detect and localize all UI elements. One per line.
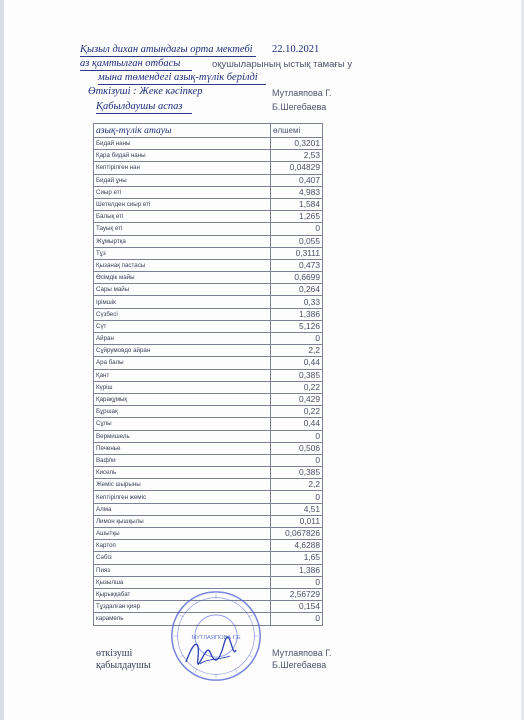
table-row — [94, 162, 323, 174]
product-name-cell: Вермишель — [94, 430, 271, 442]
table-row — [94, 430, 323, 442]
table-row — [94, 247, 323, 259]
product-amount-cell: 0,264 — [271, 284, 323, 296]
product-amount-cell: 1,65 — [271, 552, 323, 564]
product-amount-cell: 0 — [271, 613, 323, 625]
product-name-cell: Кептірілген жеміс — [94, 491, 271, 503]
product-amount-cell: 0,407 — [271, 174, 323, 186]
product-amount-cell: 0,473 — [271, 259, 323, 271]
product-amount-cell: 0,3111 — [271, 247, 323, 259]
table-row — [94, 467, 323, 479]
product-name-cell: Ашытқы — [94, 528, 271, 540]
table-row — [94, 320, 323, 332]
product-amount-cell: 1,584 — [271, 198, 323, 210]
sender-name: Мутлаяпова Г. — [272, 88, 332, 98]
product-name-cell: Айран — [94, 333, 271, 345]
product-amount-cell: 0,44 — [271, 418, 323, 430]
table-row — [94, 174, 323, 186]
header-line-3: мына төмендегі азық-түлік берілді — [98, 72, 258, 83]
product-amount-cell: 0 — [271, 576, 323, 588]
footer-receiver-name: Б.Шегебаева — [272, 660, 327, 670]
table-row — [94, 454, 323, 466]
product-name-cell: Картоп — [94, 540, 271, 552]
table-row — [94, 442, 323, 454]
header-line-2-right: оқушыларының ыстық тамағы у — [212, 59, 353, 70]
product-name-cell: Кептірілген нан — [94, 162, 271, 174]
header-underline-1 — [80, 56, 256, 57]
receiver-name: Б.Шегебаева — [272, 102, 327, 112]
table-row — [94, 515, 323, 527]
product-name-cell: Кисель — [94, 467, 271, 479]
product-amount-cell: 1,386 — [271, 308, 323, 320]
product-amount-cell: 0 — [271, 223, 323, 235]
footer-receiver-label: қабылдаушы — [96, 660, 151, 671]
column-header-name: азық-түлік атауы — [94, 124, 271, 138]
table-row — [94, 333, 323, 345]
product-name-cell: Лимон қышқылы — [94, 515, 271, 527]
table-row — [94, 272, 323, 284]
table-row — [94, 406, 323, 418]
product-amount-cell: 1,386 — [271, 564, 323, 576]
table-row — [94, 491, 323, 503]
product-amount-cell: 5,126 — [271, 320, 323, 332]
table-row — [94, 552, 323, 564]
product-amount-cell: 0,3201 — [271, 138, 323, 150]
product-name-cell: Пияз — [94, 564, 271, 576]
table-row — [94, 540, 323, 552]
product-name-cell: Вафли — [94, 454, 271, 466]
product-name-cell: Тауық еті — [94, 223, 271, 235]
table-row — [94, 369, 323, 381]
table-row — [94, 235, 323, 247]
product-amount-cell: 1,265 — [271, 211, 323, 223]
product-amount-cell: 2,2 — [271, 345, 323, 357]
product-amount-cell: 0,385 — [271, 467, 323, 479]
product-name-cell: Қара бидай наны — [94, 150, 271, 162]
product-name-cell: Қызанақ пастасы — [94, 259, 271, 271]
product-name-cell: Тұз — [94, 247, 271, 259]
svg-text:МУТЛАЯПОВА Г.Е: МУТЛАЯПОВА Г.Е — [191, 634, 241, 641]
table-row — [94, 479, 323, 491]
table-row — [94, 393, 323, 405]
table-row — [94, 308, 323, 320]
header-underline-3 — [98, 84, 266, 85]
table-row — [94, 284, 323, 296]
product-name-cell: Күріш — [94, 381, 271, 393]
product-name-cell: Шетелден сиыр еті — [94, 198, 271, 210]
table-row — [94, 357, 323, 369]
document-date: 22.10.2021 — [272, 44, 320, 55]
product-amount-cell: 0 — [271, 454, 323, 466]
product-amount-cell: 0,429 — [271, 393, 323, 405]
product-amount-cell: 4,51 — [271, 503, 323, 515]
table-row — [94, 138, 323, 150]
table-row — [94, 150, 323, 162]
product-name-cell: Бұршақ — [94, 406, 271, 418]
product-name-cell: Печенье — [94, 442, 271, 454]
product-amount-cell: 0 — [271, 430, 323, 442]
table-row — [94, 564, 323, 576]
footer-sender-name: Мутлаяпова Г. — [272, 648, 332, 658]
product-name-cell: Балық еті — [94, 211, 271, 223]
product-name-cell: Тұздалған қияр — [94, 601, 271, 613]
product-amount-cell: 0,04829 — [271, 162, 323, 174]
sender-label: Өткізуші : Жеке кәсіпкер — [88, 86, 203, 97]
product-amount-cell: 2,56729 — [271, 588, 323, 600]
product-amount-cell: 0,33 — [271, 296, 323, 308]
product-amount-cell: 4,6288 — [271, 540, 323, 552]
product-name-cell: Сүт — [94, 320, 271, 332]
table-row — [94, 296, 323, 308]
product-amount-cell: 0,067826 — [271, 528, 323, 540]
footer-sender-label: өткізуші — [96, 648, 133, 659]
table-row — [94, 503, 323, 515]
product-amount-cell: 0,44 — [271, 357, 323, 369]
table-row — [94, 223, 323, 235]
scan-edge-left — [0, 0, 4, 720]
product-amount-cell: 0,506 — [271, 442, 323, 454]
product-amount-cell: 0,385 — [271, 369, 323, 381]
product-name-cell: Сәбіз — [94, 552, 271, 564]
product-amount-cell: 0,055 — [271, 235, 323, 247]
food-table — [93, 123, 323, 626]
product-name-cell: Қант — [94, 369, 271, 381]
table-row — [94, 576, 323, 588]
product-name-cell: Сүзбесі — [94, 308, 271, 320]
column-header-amount: өлшемі — [271, 124, 323, 138]
table-header-row — [94, 124, 323, 138]
table-row — [94, 528, 323, 540]
product-amount-cell: 0,154 — [271, 601, 323, 613]
table-row — [94, 186, 323, 198]
product-amount-cell: 0 — [271, 333, 323, 345]
table-row — [94, 381, 323, 393]
receiver-underline — [96, 113, 192, 114]
product-amount-cell: 2,53 — [271, 150, 323, 162]
product-amount-cell: 0,6699 — [271, 272, 323, 284]
school-name: Қызыл дихан атындағы орта мектебі — [80, 44, 253, 55]
product-name-cell: Қарақұмық — [94, 393, 271, 405]
product-name-cell: Жұмыртқа — [94, 235, 271, 247]
product-name-cell: Қырыққабат — [94, 588, 271, 600]
table-row — [94, 345, 323, 357]
product-name-cell: Сұйрумовдо айран — [94, 345, 271, 357]
product-amount-cell: 0 — [271, 491, 323, 503]
receiver-label: Қабылдаушы аспаз — [96, 101, 183, 112]
product-amount-cell: 2,2 — [271, 479, 323, 491]
product-name-cell: Ірімшік — [94, 296, 271, 308]
product-name-cell: Сұлы — [94, 418, 271, 430]
product-name-cell: карамель — [94, 613, 271, 625]
product-name-cell: Бидай наны — [94, 138, 271, 150]
table-row — [94, 211, 323, 223]
product-name-cell: Сары майы — [94, 284, 271, 296]
product-name-cell: Ара балы — [94, 357, 271, 369]
header-underline-2 — [80, 70, 192, 71]
product-name-cell: Қызылша — [94, 576, 271, 588]
product-name-cell: Өсімдік майы — [94, 272, 271, 284]
product-name-cell: Алма — [94, 503, 271, 515]
product-name-cell: Сиыр еті — [94, 186, 271, 198]
product-amount-cell: 0,011 — [271, 515, 323, 527]
table-row — [94, 259, 323, 271]
table-row — [94, 198, 323, 210]
product-name-cell: Жеміс шырыны — [94, 479, 271, 491]
product-amount-cell: 0,22 — [271, 406, 323, 418]
product-name-cell: Бидай ұны — [94, 174, 271, 186]
header-line-2-left: аз қамтылған отбасы — [80, 58, 181, 69]
handwritten-signature — [180, 632, 240, 672]
table-row — [94, 418, 323, 430]
product-amount-cell: 0,22 — [271, 381, 323, 393]
product-amount-cell: 4,983 — [271, 186, 323, 198]
